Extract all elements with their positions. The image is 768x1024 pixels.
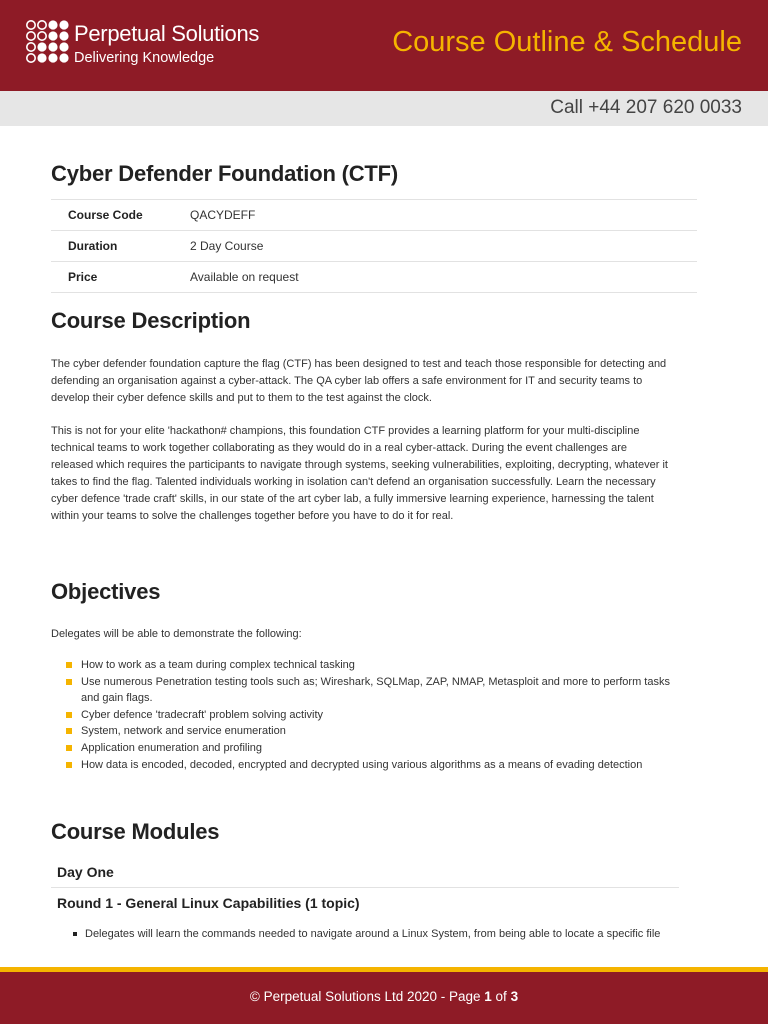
company-logo[interactable] [25,19,275,71]
module-topics-list [73,926,693,942]
page-number: 1 [484,989,492,1004]
list-item [66,674,676,707]
course-info-table [51,199,697,293]
description-heading: Course Description [51,308,251,333]
day-label: Day One [57,864,114,880]
list-item [66,657,676,674]
page-of-text: of [491,989,511,1004]
bullet-square-icon [66,745,72,751]
price-value: Available on request [190,262,697,293]
list-item [66,707,676,724]
list-item-text: Application enumeration and profiling [81,741,263,754]
course-title: Cyber Defender Foundation (CTF) [51,161,399,186]
description-paragraph: The cyber defender foundation capture the flag (CTF) has been designed to test and teach those responsible for detecting and defending an organisation against a cyber-attack. The QA cyber lab offers a safe environment for IT and security teams to develop their cyber defence skills and put to them to the test against the clock. [51,358,667,404]
objectives-heading: Objectives [51,579,161,604]
dot-grid-logo-icon [25,19,71,69]
list-item-text: Use numerous Penetration testing tools such as; Wireshark, SQLMap, ZAP, NMAP, Metasploit and more to perform tasks and gain flags. [81,675,670,705]
page-footer [0,972,768,1024]
table-row [51,231,697,262]
bullet-square-icon [66,762,72,768]
description-paragraph: This is not for your elite 'hackathon# champions, this foundation CTF provides a learning platform for your multi-discipline technical teams to work together collaborating as they would do in a real cyber-attack. During the event challenges are released which requires the participants to navigate through systems, seeking vulnerabilities, exploiting, decrypting, whatever it takes to find the flag. Talented individuals working in isolation can't defend an organisation successfully. Learn the necessary cyber defence 'trade craft' skills, in our state of the art cyber lab, a fully immersive learning experience, harnessing the talent within your teams to solve the challenges together before you have to do it for real. [51,425,668,522]
table-row [51,262,697,293]
objectives-list [66,657,676,773]
table-row [51,200,697,231]
round-header [51,889,679,917]
list-item-text: How to work as a team during complex technical tasking [81,659,355,671]
duration-value: 2 Day Course [190,231,697,262]
bullet-square-icon [66,728,72,734]
contact-bar [0,91,768,126]
course-code-value: QACYDEFF [190,200,697,231]
list-item [66,757,676,774]
list-item [73,926,693,942]
footer-copyright [0,989,768,1004]
list-item [66,740,676,757]
duration-label: Duration [51,231,190,262]
document-title: Course Outline & Schedule [392,26,742,58]
day-header [51,854,679,888]
round-label: Round 1 - General Linux Capabilities (1 topic) [57,895,360,911]
list-item-text: System, network and service enumeration [81,725,286,738]
list-item-text: How data is encoded, decoded, encrypted and decrypted using various algorithms as a means of evading detection [81,758,643,771]
price-label: Price [51,262,190,293]
page-total: 3 [510,989,519,1004]
brand-name: Perpetual Solutions [74,21,260,46]
page-header [0,0,768,91]
course-code-label: Course Code [51,200,190,231]
list-item-text: Delegates will learn the commands needed to navigate around a Linux System, from being able to locate a specific file [85,928,661,940]
copyright-text: © Perpetual Solutions Ltd 2020 - Page [249,989,485,1004]
brand-tagline: Delivering Knowledge [74,50,215,66]
list-item [66,723,676,740]
list-item-text: Cyber defence 'tradecraft' problem solving activity [81,708,324,721]
phone-number[interactable]: Call +44 207 620 0033 [550,97,742,118]
modules-heading: Course Modules [51,819,220,844]
bullet-square-icon [66,712,72,718]
objectives-intro: Delegates will be able to demonstrate the following: [51,628,302,640]
bullet-square-icon [66,662,72,668]
bullet-square-icon [66,679,72,685]
bullet-square-icon [73,932,77,936]
